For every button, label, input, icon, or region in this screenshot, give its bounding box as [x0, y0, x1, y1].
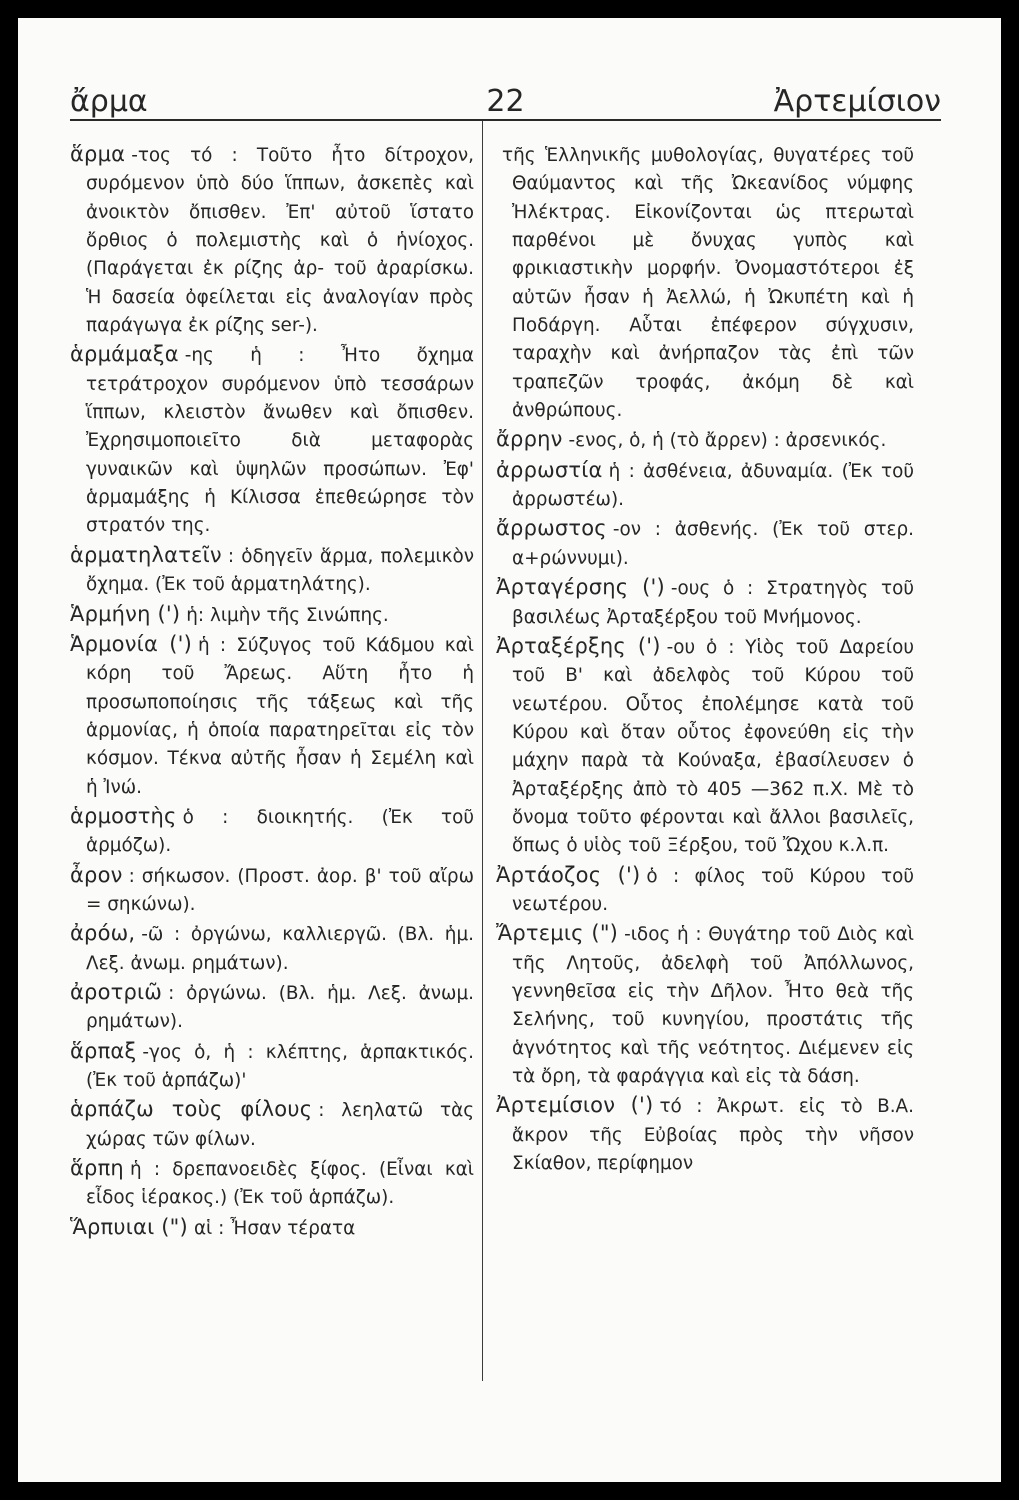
- entry-text: ὁ : φίλος τοῦ Κύρου τοῦ νεωτέρου.: [512, 865, 914, 915]
- entry-headword: Ἅρπυιαι ("): [70, 1214, 188, 1239]
- entry-headword: ἆρον: [70, 862, 123, 887]
- entry-continuation: [496, 140, 914, 425]
- entry: [70, 340, 474, 540]
- header-first-word: ἄρμα: [70, 84, 148, 119]
- entry-text: αἱ : Ἦσαν τέρατα: [193, 1217, 356, 1239]
- entry-text: τῆς Ἑλληνικῆς μυθολογίας, θυγατέρες τοῦ Θαύμαντος καὶ τῆς Ὠκεανίδος νύμφης Ἠλέκτρας. Εἰκονίζονται ὡς πτερωταὶ παρθένοι μὲ ὄνυχας γυπὸς καὶ φρικιαστικὴν μορφήν. Ὀνομαστότεροι ἐξ αὐτῶν ἦσαν ἡ Ἀελλώ, ἡ Ὠκυπέτη καὶ ἡ Ποδάργη. Αὗται ἐπέφερον σύγχυσιν, ταραχὴν καὶ ἀνήρπαζον τὰς ἐπὶ τῶν τραπεζῶν τροφάς, ἀκόμη δὲ καὶ ἀνθρώπους.: [502, 145, 914, 422]
- entry-headword: ἅρμα: [70, 142, 126, 166]
- entry: [70, 919, 474, 978]
- entry-headword: Ἄρτεμις ("): [496, 921, 619, 946]
- entry: [496, 632, 914, 861]
- entry-headword: ἄρρην: [496, 427, 563, 452]
- entry-headword: Ἁρμήνη ('): [70, 601, 181, 626]
- entry: [496, 573, 914, 632]
- entry-text: -ιδος ἡ : Θυγάτηρ τοῦ Διὸς καὶ τῆς Λητοῦς, ἀδελφὴ τοῦ Ἀπόλλωνος, γεννηθεῖσα εἰς τὴν Δῆλον. Ἦτο θεὰ τῆς Σελήνης, τοῦ κυνηγίου, προστάτις τῆς ἁγνότητος καὶ τῆς νεότητος. Διέμενεν εἰς τὰ ὄρη, τὰ φαράγγια καὶ εἰς τὰ δάση.: [512, 924, 915, 1087]
- entry-headword: ἁρμάμαξα: [70, 342, 179, 367]
- entry: [70, 541, 474, 600]
- entry: [70, 1037, 474, 1096]
- header-rule: [70, 119, 941, 121]
- entry-text: -ου ὁ : Υἱὸς τοῦ Δαρείου τοῦ Β' καὶ ἀδελφὸς τοῦ Κύρου τοῦ νεωτέρου. Οὗτος ἐπολέμησε κατὰ τοῦ Κύρου καὶ ὅταν οὗτος ἐφονεύθη εἰς τὴν μάχην παρὰ τὰ Κούναξα, ἐβασίλευσεν ὁ Ἀρταξέρξης ἀπὸ τὸ 405 —362 π.Χ. Μὲ τὸ ὄνομα τοῦτο φέρονται καὶ ἄλλοι βασιλεῖς, ὅπως ὁ υἱὸς τοῦ Ξέρξου, τοῦ Ὤχου κ.λ.π.: [512, 636, 914, 857]
- entry-headword: ἀροτριῶ: [70, 979, 163, 1004]
- entry: [70, 600, 474, 630]
- entry: [70, 630, 474, 802]
- entry: [496, 861, 914, 920]
- entry: [496, 1091, 914, 1178]
- entry-text: -ενος, ὁ, ἡ (τὸ ἄρρεν) : ἀρσενικός.: [568, 430, 887, 452]
- right-column: [496, 140, 914, 1178]
- entry-headword: ἁρματηλατεῖν: [70, 542, 222, 567]
- entry-text: : ὀργώνω. (Βλ. ἡμ. Λεξ. ἀνωμ. ρημάτων).: [86, 982, 474, 1033]
- dictionary-page: [18, 18, 1001, 1482]
- entry-text: -ῶ : ὀργώνω, καλλιεργῶ. (Βλ. ἡμ. Λεξ. ἀνωμ. ρημάτων).: [86, 924, 474, 974]
- entry-text: ἡ : δρεπανοειδὲς ξίφος. (Εἶναι καὶ εἶδος ἱέρακος.) (Ἐκ τοῦ ἁρπάζω).: [86, 1159, 474, 1209]
- column-divider: [482, 121, 483, 1381]
- entry: [496, 456, 914, 515]
- entry-text: -ους ὁ : Στρατηγὸς τοῦ βασιλέως Ἀρταξέρξου τοῦ Μνήμονος.: [512, 578, 914, 628]
- entry: [70, 978, 474, 1037]
- entry: [496, 425, 914, 455]
- entry-headword: ἅρπη: [70, 1156, 124, 1181]
- entry-headword: Ἀρτάοζος ('): [496, 862, 641, 887]
- entry: [496, 514, 914, 573]
- entry: [70, 1154, 474, 1213]
- entry: [496, 919, 914, 1091]
- page-number: 22: [486, 84, 525, 119]
- entry: [70, 140, 474, 340]
- entry-text: -ον : ἀσθενής. (Ἐκ τοῦ στερ. α+ρώννυμι).: [512, 519, 914, 569]
- entry-headword: ἄρρωστος: [496, 516, 607, 541]
- entry-text: ἡ : Σύζυγος τοῦ Κάδμου καὶ κόρη τοῦ Ἄρεως. Αὕτη ἦτο ἡ προσωποποίησις τῆς τάξεως καὶ τῆς ἁρμονίας, ἡ ὁποία παρατηρεῖται εἰς τὸν κόσμον. Τέκνα αὐτῆς ἦσαν ἡ Σεμέλη καὶ ἡ Ἰνώ.: [86, 634, 474, 798]
- entry-text: : λεηλατῶ τὰς χώρας τῶν φίλων.: [86, 1100, 474, 1150]
- entry-text: τό : Ἀκρωτ. εἰς τὸ Β.Α. ἄκρον τῆς Εὐβοίας πρὸς τὴν νῆσον Σκίαθον, περίφημον: [512, 1096, 914, 1175]
- entry: [70, 861, 474, 920]
- entry-text: -τος τό : Τοῦτο ἦτο δίτροχον, συρόμενον ὑπὸ δύο ἵππων, ἀσκεπὲς καὶ ἀνοικτὸν ὄπισθεν. Ἐπ' αὐτοῦ ἵστατο ὄρθιος ὁ πολεμιστὴς καὶ ὁ ἡνίοχος. (Παράγεται ἐκ ρίζης ἀρ- τοῦ ἀραρίσκω. Ἡ δασεία ὀφείλεται εἰς ἀναλογίαν πρὸς παράγωγα ἐκ ρίζης ser-).: [86, 145, 474, 337]
- entry-text: -ης ἡ : Ἦτο ὄχημα τετράτροχον συρόμενον ὑπὸ τεσσάρων ἵππων, κλειστὸν ἄνωθεν καὶ ὄπισθεν. Ἐχρησιμοποιεῖτο διὰ μεταφορὰς γυναικῶν καὶ ὑψηλῶν προσώπων. Ἐφ' ἁρμαμάξης ἡ Κίλισσα ἐπεθεώρησε τὸν στρατόν της.: [86, 345, 474, 537]
- entry-headword: Ἁρμονία ('): [70, 631, 192, 656]
- entry-headword: Ἀρταξέρξης ('): [496, 633, 661, 658]
- page-header: [70, 80, 941, 136]
- entry-text: : ὁδηγεῖν ἅρμα, πολεμικὸν ὄχημα. (Ἐκ τοῦ ἁρματηλάτης).: [86, 545, 474, 596]
- entry: [70, 1213, 474, 1243]
- left-column: [70, 140, 474, 1243]
- entry-headword: Ἀρταγέρσης ('): [496, 575, 665, 600]
- entry-headword: Ἀρτεμίσιον ('): [496, 1093, 654, 1118]
- entry-headword: ἁρμοστὴς: [70, 803, 177, 828]
- entry-text: ἡ: λιμὴν τῆς Σινώπης.: [186, 604, 389, 626]
- entry-headword: ἀρρωστία: [496, 457, 603, 482]
- entry-text: -γος ὁ, ἡ : κλέπτης, ἁρπακτικός. (Ἐκ τοῦ ἁρπάζω)': [86, 1041, 474, 1091]
- entry-headword: ἀρόω,: [70, 921, 136, 946]
- entry-headword: ἁρπάζω τοὺς φίλους: [70, 1097, 313, 1122]
- entry-text: : σήκωσον. (Προστ. ἀορ. β' τοῦ αἴρω = σηκώνω).: [86, 865, 474, 915]
- entry: [70, 1095, 474, 1154]
- entry-text: ἡ : ἀσθένεια, ἀδυναμία. (Ἐκ τοῦ ἀρρωστέω).: [512, 460, 914, 511]
- entry: [70, 802, 474, 861]
- header-last-word: Ἀρτεμίσιον: [773, 84, 941, 119]
- entry-headword: ἅρπαξ: [70, 1038, 137, 1063]
- entry-text: ὁ : διοικητής. (Ἐκ τοῦ ἁρμόζω).: [86, 806, 474, 857]
